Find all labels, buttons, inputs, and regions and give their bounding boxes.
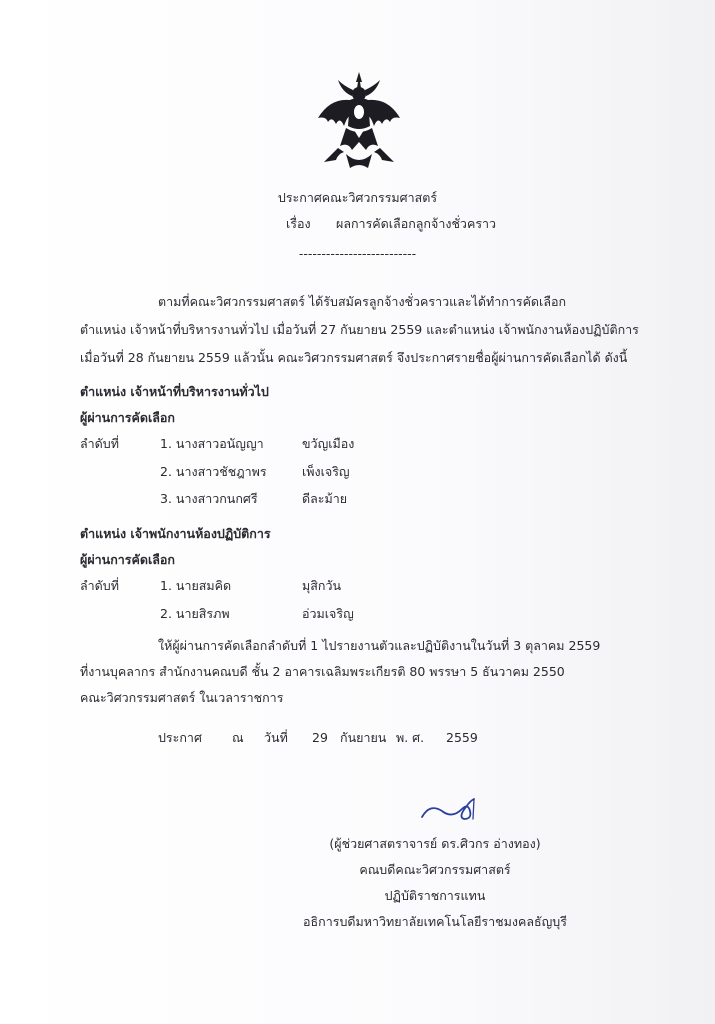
intro-line-2: ตำแหน่ง เจ้าหน้าที่บริหารงานทั่วไป เมื่อวันที่ 27 กันยายน 2559 และตำแหน่ง เจ้าพนักงานห้องปฏิบัติการ [80, 322, 639, 337]
announce-day: 29 [312, 730, 328, 745]
announce-day-label: วันที่ [264, 730, 288, 745]
intro-line-3: เมื่อวันที่ 28 กันยายน 2559 แล้วนั้น คณะวิศวกรรมศาสตร์ จึงประกาศรายชื่อผู้ผ่านการคัดเลือกได้ ดังนี้ [80, 350, 628, 365]
candidate-first-name: 3. นางสาวกนกศรี [160, 491, 258, 506]
subject-label: เรื่อง [286, 216, 311, 231]
section-position-title: ตำแหน่ง เจ้าพนักงานห้องปฏิบัติการ [80, 526, 271, 541]
instruction-line-2: ที่งานบุคลากร สำนักงานคณบดี ชั้น 2 อาคารเฉลิมพระเกียรติ 80 พรรษา 5 ธันวาคม 2550 [80, 664, 565, 679]
announce-word: ประกาศ [158, 730, 202, 745]
candidate-last-name: มุสิกวัน [302, 578, 342, 593]
signatory-title-2: ปฏิบัติราชการแทน [384, 888, 486, 903]
candidate-first-name: 1. นายสมคิด [160, 578, 232, 593]
order-label: ลำดับที่ [80, 436, 119, 451]
subject-text: ผลการคัดเลือกลูกจ้างชั่วคราว [336, 216, 497, 231]
candidate-first-name: 2. นางสาวชัชฎาพร [160, 464, 267, 479]
candidate-last-name: เพ็งเจริญ [302, 464, 350, 479]
candidate-last-name: อ่วมเจริญ [302, 606, 354, 621]
candidate-first-name: 2. นายสิรภพ [160, 606, 230, 621]
signatory-name: (ผู้ช่วยศาสตราจารย์ ดร.ศิวกร อ่างทอง) [329, 836, 541, 851]
signatory-title-1: คณบดีคณะวิศวกรรมศาสตร์ [359, 862, 511, 877]
section-position-title: ตำแหน่ง เจ้าหน้าที่บริหารงานทั่วไป [80, 384, 269, 399]
passed-label: ผู้ผ่านการคัดเลือก [80, 552, 176, 567]
intro-line-1: ตามที่คณะวิศวกรรมศาสตร์ ได้รับสมัครลูกจ้างชั่วคราวและได้ทำการคัดเลือก [158, 294, 567, 309]
instruction-line-1: ให้ผู้ผ่านการคัดเลือกลำดับที่ 1 ไปรายงานตัวและปฏิบัติงานในวันที่ 3 ตุลาคม 2559 [158, 638, 601, 653]
signatory-title-3: อธิการบดีมหาวิทยาลัยเทคโนโลยีราชมงคลธัญบุรี [303, 914, 567, 929]
order-label: ลำดับที่ [80, 578, 119, 593]
signature-mark [418, 797, 484, 829]
announce-month: กันยายน [340, 730, 387, 745]
passed-label: ผู้ผ่านการคัดเลือก [80, 410, 176, 425]
announcement-title: ประกาศคณะวิศวกรรมศาสตร์ [277, 190, 438, 205]
announce-at: ณ [232, 730, 244, 745]
candidate-last-name: ขวัญเมือง [302, 436, 355, 451]
header-divider: -------------------------- [298, 246, 417, 261]
announce-year: 2559 [446, 730, 478, 745]
candidate-first-name: 1. นางสาวอนัญญา [160, 436, 264, 451]
garuda-emblem-icon [316, 70, 402, 170]
candidate-last-name: ดีละม้าย [302, 491, 348, 506]
instruction-line-3: คณะวิศวกรรมศาสตร์ ในเวลาราชการ [80, 690, 284, 705]
announce-era: พ. ศ. [396, 730, 425, 745]
